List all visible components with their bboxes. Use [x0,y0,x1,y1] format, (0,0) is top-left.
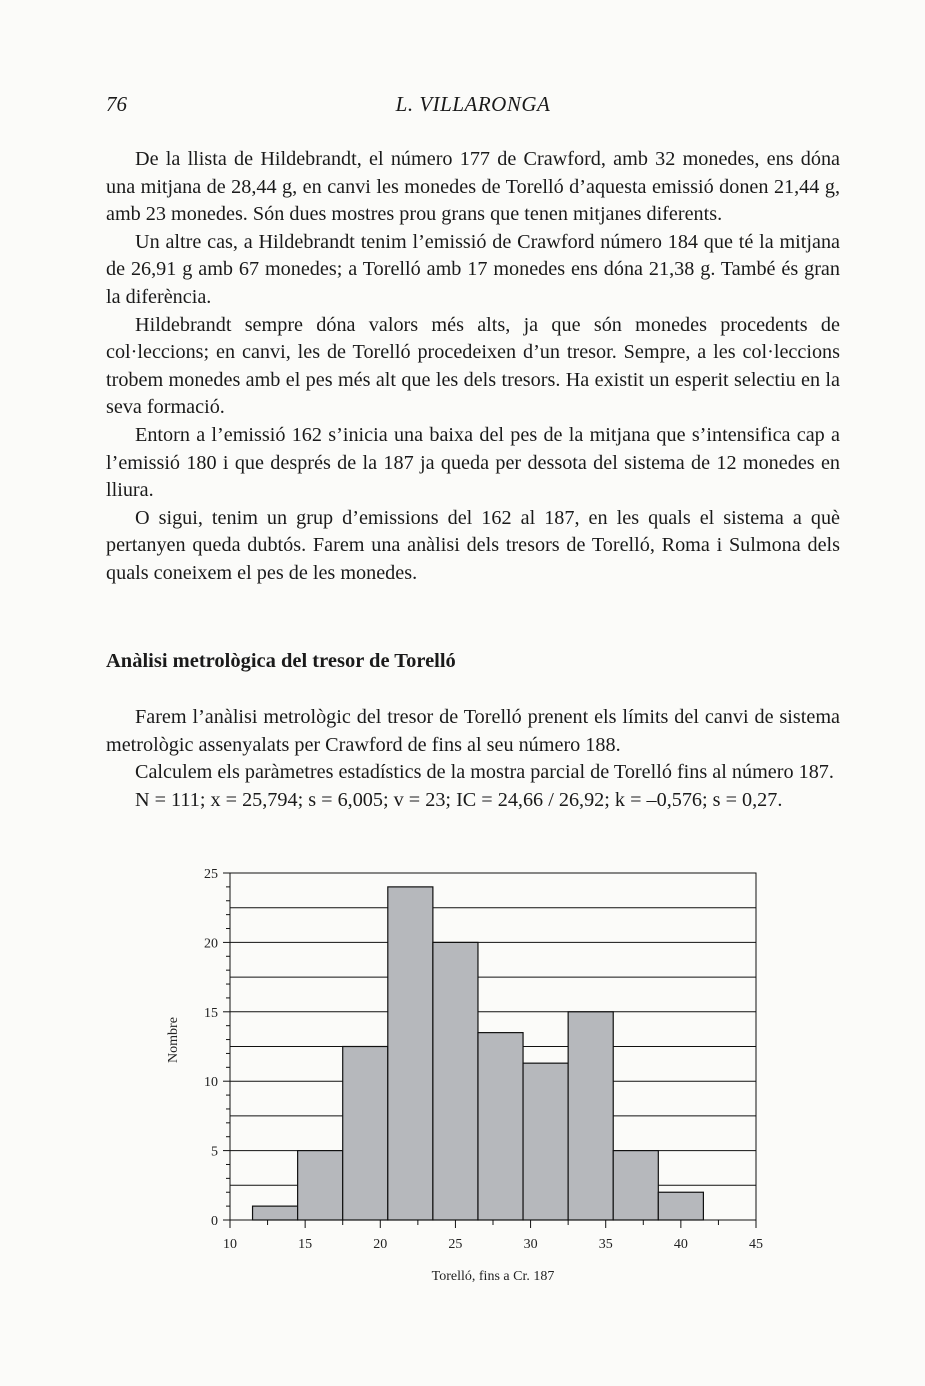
x-tick-label: 45 [749,1237,763,1252]
histogram-bar [253,1206,298,1220]
y-tick-label: 5 [211,1144,218,1160]
y-tick-label: 10 [204,1075,218,1091]
page-header [106,92,840,122]
page-number: 76 [106,92,127,116]
histogram-figure [150,855,780,1295]
histogram-bar [298,1151,343,1220]
x-tick-label: 20 [373,1237,388,1252]
histogram-bar [388,887,433,1220]
histogram-bar [568,1012,613,1220]
section-paragraph-2: Calculem els paràmetres estadístics de la mostra parcial de Torelló fins al número 187. [135,761,834,784]
histogram-bar [343,1047,388,1221]
running-head: L. VILLARONGA [395,92,551,116]
histogram-chart [150,855,780,1295]
y-tick-label: 0 [211,1214,218,1229]
y-tick-label: 25 [204,867,218,882]
section-text [106,704,840,814]
paragraph-3: Hildebrandt sempre dóna valors més alts, ja que són monedes procedents de col·leccions; en canvi, les de Torelló procedeixen d’un tresor. Sempre, a les col·leccions trobem monedes amb el pes més alt que les dels tresors. Ha existit un esperit selectiu en la seva formació. [106,313,840,419]
y-tick-label: 20 [204,936,218,952]
x-axis-title: Torelló, fins a Cr. 187 [431,1269,555,1284]
section-heading: Anàlisi metrològica del tresor de Torelló [106,650,456,672]
bar-layer [253,887,704,1220]
paragraph-1: De la llista de Hildebrandt, el número 177 de Crawford, amb 32 monedes, ens dóna una mitjana de 28,44 g, en canvi les monedes de Torelló d’aquesta emissió donen 21,44 g, amb 23 monedes. Són dues mostres prou grans que tenen mitjanes diferents. [106,148,840,226]
histogram-bar [523,1063,568,1220]
paragraph-2: Un altre cas, a Hildebrandt tenim l’emissió de Crawford número 184 que té la mitjana de 26,91 g amb 67 monedes; a Torelló amb 17 monedes ens dóna 21,38 g. També és gran la diferència. [106,230,840,308]
x-tick-label: 30 [523,1237,538,1252]
histogram-bar [658,1192,703,1220]
section-paragraph-1: Farem l’anàlisi metrològic del tresor de Torelló prenent els límits del canvi de sistema metrològic assenyalats per Crawford de fins al seu número 188. [106,706,840,756]
x-tick-label: 15 [298,1237,313,1252]
histogram-bar [433,942,478,1220]
histogram-bar [478,1033,523,1220]
paragraph-4: Entorn a l’emissió 162 s’inicia una baixa del pes de la mitjana que s’intensifica cap a l’emissió 180 i que després de la 187 ja queda per dessota del sistema de 12 monedes en lliura. [106,423,840,502]
body-text [106,146,840,588]
paragraph-5: O sigui, tenim un grup d’emissions del 162 al 187, en les quals el sistema a què pertanyen queda dubtós. Farem una anàlisi dels tresors de Torelló, Roma i Sulmona dels quals coneixem el pes de les monedes. [106,506,840,584]
y-tick-label: 15 [204,1005,218,1021]
histogram-bar [613,1151,658,1220]
y-axis-title: Nombre [166,1017,181,1063]
x-tick-label: 40 [673,1237,688,1252]
stats-line: N = 111; x = 25,794; s = 6,005; v = 23; IC = 24,66 / 26,92; k = –0,576; s = 0,27. [135,788,783,811]
x-tick-label: 10 [223,1237,237,1252]
x-tick-label: 35 [598,1237,613,1252]
x-tick-label: 25 [448,1237,463,1252]
